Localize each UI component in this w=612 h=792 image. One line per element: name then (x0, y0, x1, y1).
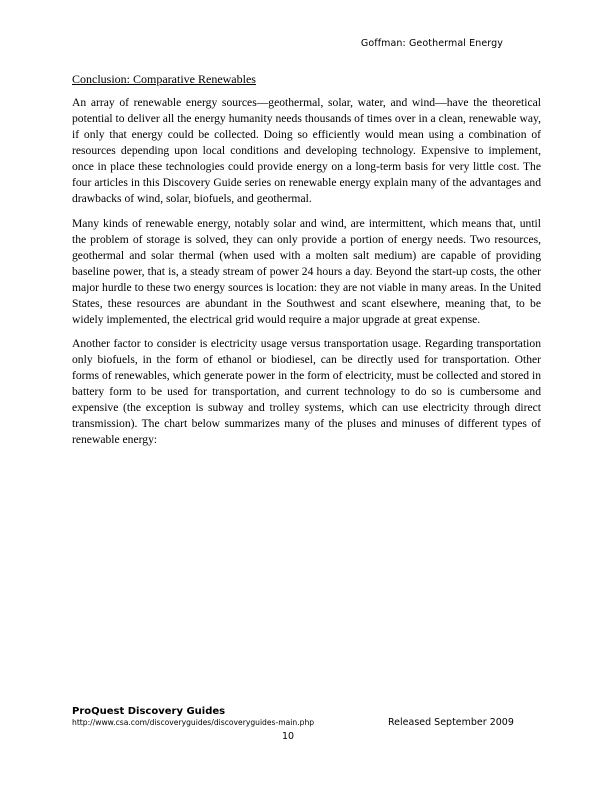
paragraph-3: Another factor to consider is electricity usage versus transportation usage. Regarding transportation only biofuels, in the form of ethanol or biodiesel, can be directly used for transportation. Other forms of renewables, which generate power in the form of electricity, must be collected and stored in battery form to be used for transportation, and current technology to do so is cumbersome and expensive (the exception is subway and trolley systems, which can use electricity through direct transmission). The chart below summarizes many of the pluses and minuses of different types of renewable energy: (72, 337, 541, 446)
footer-brand: ProQuest Discovery Guides (72, 706, 226, 717)
page-number: 10 (281, 731, 295, 742)
running-header: Goffman: Geothermal Energy (360, 38, 503, 49)
footer-url[interactable]: http://www.csa.com/discoveryguides/discoveryguides-main.php (72, 718, 315, 727)
release-date: Released September 2009 (388, 717, 514, 728)
paragraph-2: Many kinds of renewable energy, notably solar and wind, are intermittent, which means that, until the problem of storage is solved, they can only provide a portion of energy needs. Two resources, geothermal and solar thermal (when used with a molten salt medium) are capable of providing baseline power, that is, a steady stream of power 24 hours a day. Beyond the start-up costs, the other major hurdle to these two energy sources is location: they are not viable in many areas. In the United States, these resources are abundant in the Southwest and scant elsewhere, meaning that, to be widely implemented, the electrical grid would require a major upgrade at great expense. (72, 216, 541, 326)
body-text (72, 95, 541, 457)
paragraph-1: An array of renewable energy sources—geothermal, solar, water, and wind—have the theoretical potential to deliver all the energy humanity needs thousands of times over in a clean, renewable way, if only that energy could be collected. Doing so efficiently would mean using a combination of resources depending upon local conditions and developing technology. Expensive to implement, once in place these technologies could provide energy on a long-term basis for very little cost. The four articles in this Discovery Guide series on renewable energy explain many of the advantages and drawbacks of wind, solar, biofuels, and geothermal. (72, 96, 541, 205)
section-heading: Conclusion: Comparative Renewables (72, 72, 256, 86)
